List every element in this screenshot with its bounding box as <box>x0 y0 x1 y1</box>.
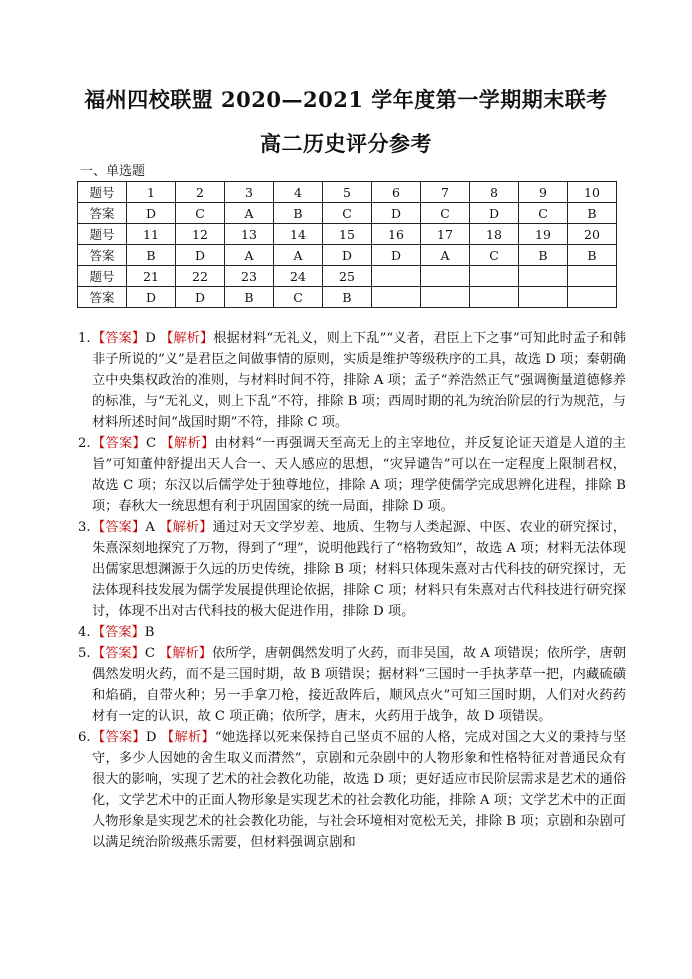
answer-letter: D <box>145 730 161 745</box>
answer-tag: 【答案】 <box>92 436 146 451</box>
row-label-answer: 答案 <box>78 287 127 308</box>
question-number-cell <box>519 266 568 287</box>
answer-cell: C <box>323 203 372 224</box>
answer-letter: C <box>144 646 160 661</box>
explanation-item <box>78 643 626 727</box>
question-number-cell: 11 <box>127 224 176 245</box>
answer-cell: D <box>176 245 225 266</box>
question-number-cell: 9 <box>519 182 568 203</box>
explanation-item <box>78 622 626 643</box>
answer-letter: A <box>145 520 160 535</box>
question-number-cell <box>470 266 519 287</box>
answer-cell: C <box>519 203 568 224</box>
row-label-question: 题号 <box>78 224 127 245</box>
item-number: 2. <box>78 436 91 451</box>
item-number: 6. <box>78 730 91 745</box>
question-number-cell: 5 <box>323 182 372 203</box>
answer-letter: C <box>145 436 161 451</box>
answer-cell: C <box>176 203 225 224</box>
table-row <box>78 266 617 287</box>
item-number: 5. <box>78 646 91 661</box>
question-number-cell: 17 <box>421 224 470 245</box>
analysis-text: 依所学，唐朝偶然发明了火药，而非吴国，故 A 项错误；依所学，唐朝偶然发明火药，而不是三国时期，故 B 项错误；据材料“三国时一手执茅草一把，内藏硫磺和焰硝，自带火种；另一手拿刀枪，接近敌阵后，顺风点火”可知三国时期，人们对火药药材有一定的认识，故 C 项正确；依所学，唐末，火药用于战争，故 D 项错误。 <box>92 646 627 724</box>
document-title: 福州四校联盟 2020—2021 学年度第一学期期末联考 <box>84 87 608 112</box>
answer-letter: D <box>145 331 161 346</box>
answer-cell: D <box>127 203 176 224</box>
answer-table <box>77 181 617 308</box>
question-number-cell: 4 <box>274 182 323 203</box>
answer-cell <box>568 287 617 308</box>
question-number-cell: 25 <box>323 266 372 287</box>
answer-explanations <box>78 328 626 853</box>
table-row <box>78 245 617 266</box>
analysis-tag: 【解析】 <box>160 331 214 346</box>
answer-cell: D <box>470 203 519 224</box>
question-number-cell: 3 <box>225 182 274 203</box>
question-number-cell: 7 <box>421 182 470 203</box>
row-label-question: 题号 <box>78 266 127 287</box>
analysis-tag: 【解析】 <box>159 520 213 535</box>
explanation-item <box>78 517 626 622</box>
answer-cell: D <box>372 245 421 266</box>
question-number-cell: 2 <box>176 182 225 203</box>
answer-cell: C <box>274 287 323 308</box>
row-label-answer: 答案 <box>78 203 127 224</box>
answer-cell <box>519 287 568 308</box>
analysis-tag: 【解析】 <box>159 646 212 661</box>
answer-cell: D <box>176 287 225 308</box>
question-number-cell: 20 <box>568 224 617 245</box>
question-number-cell: 12 <box>176 224 225 245</box>
question-number-cell <box>372 266 421 287</box>
explanation-item <box>78 727 626 853</box>
answer-cell: C <box>421 203 470 224</box>
analysis-tag: 【解析】 <box>160 436 215 451</box>
answer-tag: 【答案】 <box>92 625 145 640</box>
question-number-cell: 13 <box>225 224 274 245</box>
analysis-text: 由材料“一再强调天至高无上的主宰地位，并反复论证天道是人道的主旨”可知董仲舒提出天人合一、天人感应的思想，“灾异谴告”可以在一定程度上限制君权，故选 C 项；东汉以后儒学处于独尊地位，排除 A 项；理学使儒学完成思辨化进程，排除 B 项；春秋大一统思想有利于巩固国家的统一局面，排除 D 项。 <box>92 436 626 514</box>
table-row <box>78 287 617 308</box>
analysis-text: “她选择以死来保持自己坚贞不屈的人格，完成对国之大义的秉持与坚守，多少人因她的舍生取义而潸然”，京剧和元杂剧中的人物形象和性格特征对普通民众有很大的影响，实现了艺术的社会教化功能，故选 D 项；更好适应市民阶层需求是艺术的通俗化，文学艺术中的正面人物形象是实现艺术的社会教化功能，排除 A 项；文学艺术中的正面人物形象是实现艺术的社会教化功能，与社会环境相对宽松无关，排除 B 项；京剧和杂剧可以满足统治阶级燕乐需要，但材料强调京剧和 <box>92 730 627 850</box>
question-number-cell: 14 <box>274 224 323 245</box>
analysis-tag: 【解析】 <box>160 730 215 745</box>
answer-cell: A <box>421 245 470 266</box>
answer-cell: A <box>225 203 274 224</box>
answer-cell: B <box>225 287 274 308</box>
answer-cell: B <box>568 245 617 266</box>
answer-cell: B <box>127 245 176 266</box>
answer-tag: 【答案】 <box>92 646 145 661</box>
answer-cell: C <box>470 245 519 266</box>
table-row <box>78 224 617 245</box>
item-number: 1. <box>78 331 91 346</box>
item-number: 3. <box>78 520 91 535</box>
row-label-answer: 答案 <box>78 245 127 266</box>
answer-cell: B <box>323 287 372 308</box>
answer-cell: D <box>127 287 176 308</box>
question-number-cell <box>568 266 617 287</box>
section-heading: 一、单选题 <box>80 164 146 179</box>
explanation-item <box>78 328 626 433</box>
answer-tag: 【答案】 <box>92 520 146 535</box>
question-number-cell: 18 <box>470 224 519 245</box>
document-subtitle: 高二历史评分参考 <box>260 131 432 156</box>
answer-cell: D <box>372 203 421 224</box>
answer-cell: A <box>225 245 274 266</box>
analysis-text: 根据材料“无礼义，则上下乱”“义者，君臣上下之事”可知此时孟子和韩非子所说的“义”是君臣之间做事情的原则，实质是维护等级秩序的工具，故选 D 项；秦朝确立中央集权政治的准则，与材料时间不符，排除 A 项；孟子“养浩然正气”强调衡量道德修养的标准，与“无礼义，则上下乱”不符，排除 B 项；西周时期的礼为统治阶层的行为规范，与材料所述时间“战国时期”不符，排除 C 项。 <box>92 331 627 430</box>
question-number-cell: 16 <box>372 224 421 245</box>
answer-cell: B <box>519 245 568 266</box>
answer-cell <box>470 287 519 308</box>
answer-cell: B <box>274 203 323 224</box>
question-number-cell: 8 <box>470 182 519 203</box>
analysis-text: 通过对天文学岁差、地质、生物与人类起源、中医、农业的研究探讨，朱熹深刻地探究了万物，得到了“理”，说明他践行了“格物致知”，故选 A 项；材料无法体现出儒家思想渊源于久远的历史传统，排除 B 项；材料只体现朱熹对古代科技的研究探讨，无法体现科技发展为儒学发展提供理论依据，排除 C 项；材料只有朱熹对古代科技进行研究探讨，体现不出对古代科技的极大促进作用，排除 D 项。 <box>92 520 627 619</box>
answer-tag: 【答案】 <box>92 331 146 346</box>
answer-cell <box>372 287 421 308</box>
question-number-cell: 21 <box>127 266 176 287</box>
answer-cell: B <box>568 203 617 224</box>
question-number-cell: 1 <box>127 182 176 203</box>
answer-cell: D <box>323 245 372 266</box>
question-number-cell: 19 <box>519 224 568 245</box>
question-number-cell: 23 <box>225 266 274 287</box>
question-number-cell <box>421 266 470 287</box>
answer-cell <box>421 287 470 308</box>
question-number-cell: 24 <box>274 266 323 287</box>
answer-letter: B <box>144 625 155 640</box>
item-number: 4. <box>78 625 91 640</box>
table-row <box>78 182 617 203</box>
answer-cell: A <box>274 245 323 266</box>
question-number-cell: 22 <box>176 266 225 287</box>
row-label-question: 题号 <box>78 182 127 203</box>
table-row <box>78 203 617 224</box>
answer-tag: 【答案】 <box>92 730 146 745</box>
question-number-cell: 15 <box>323 224 372 245</box>
question-number-cell: 6 <box>372 182 421 203</box>
explanation-item <box>78 433 626 517</box>
question-number-cell: 10 <box>568 182 617 203</box>
